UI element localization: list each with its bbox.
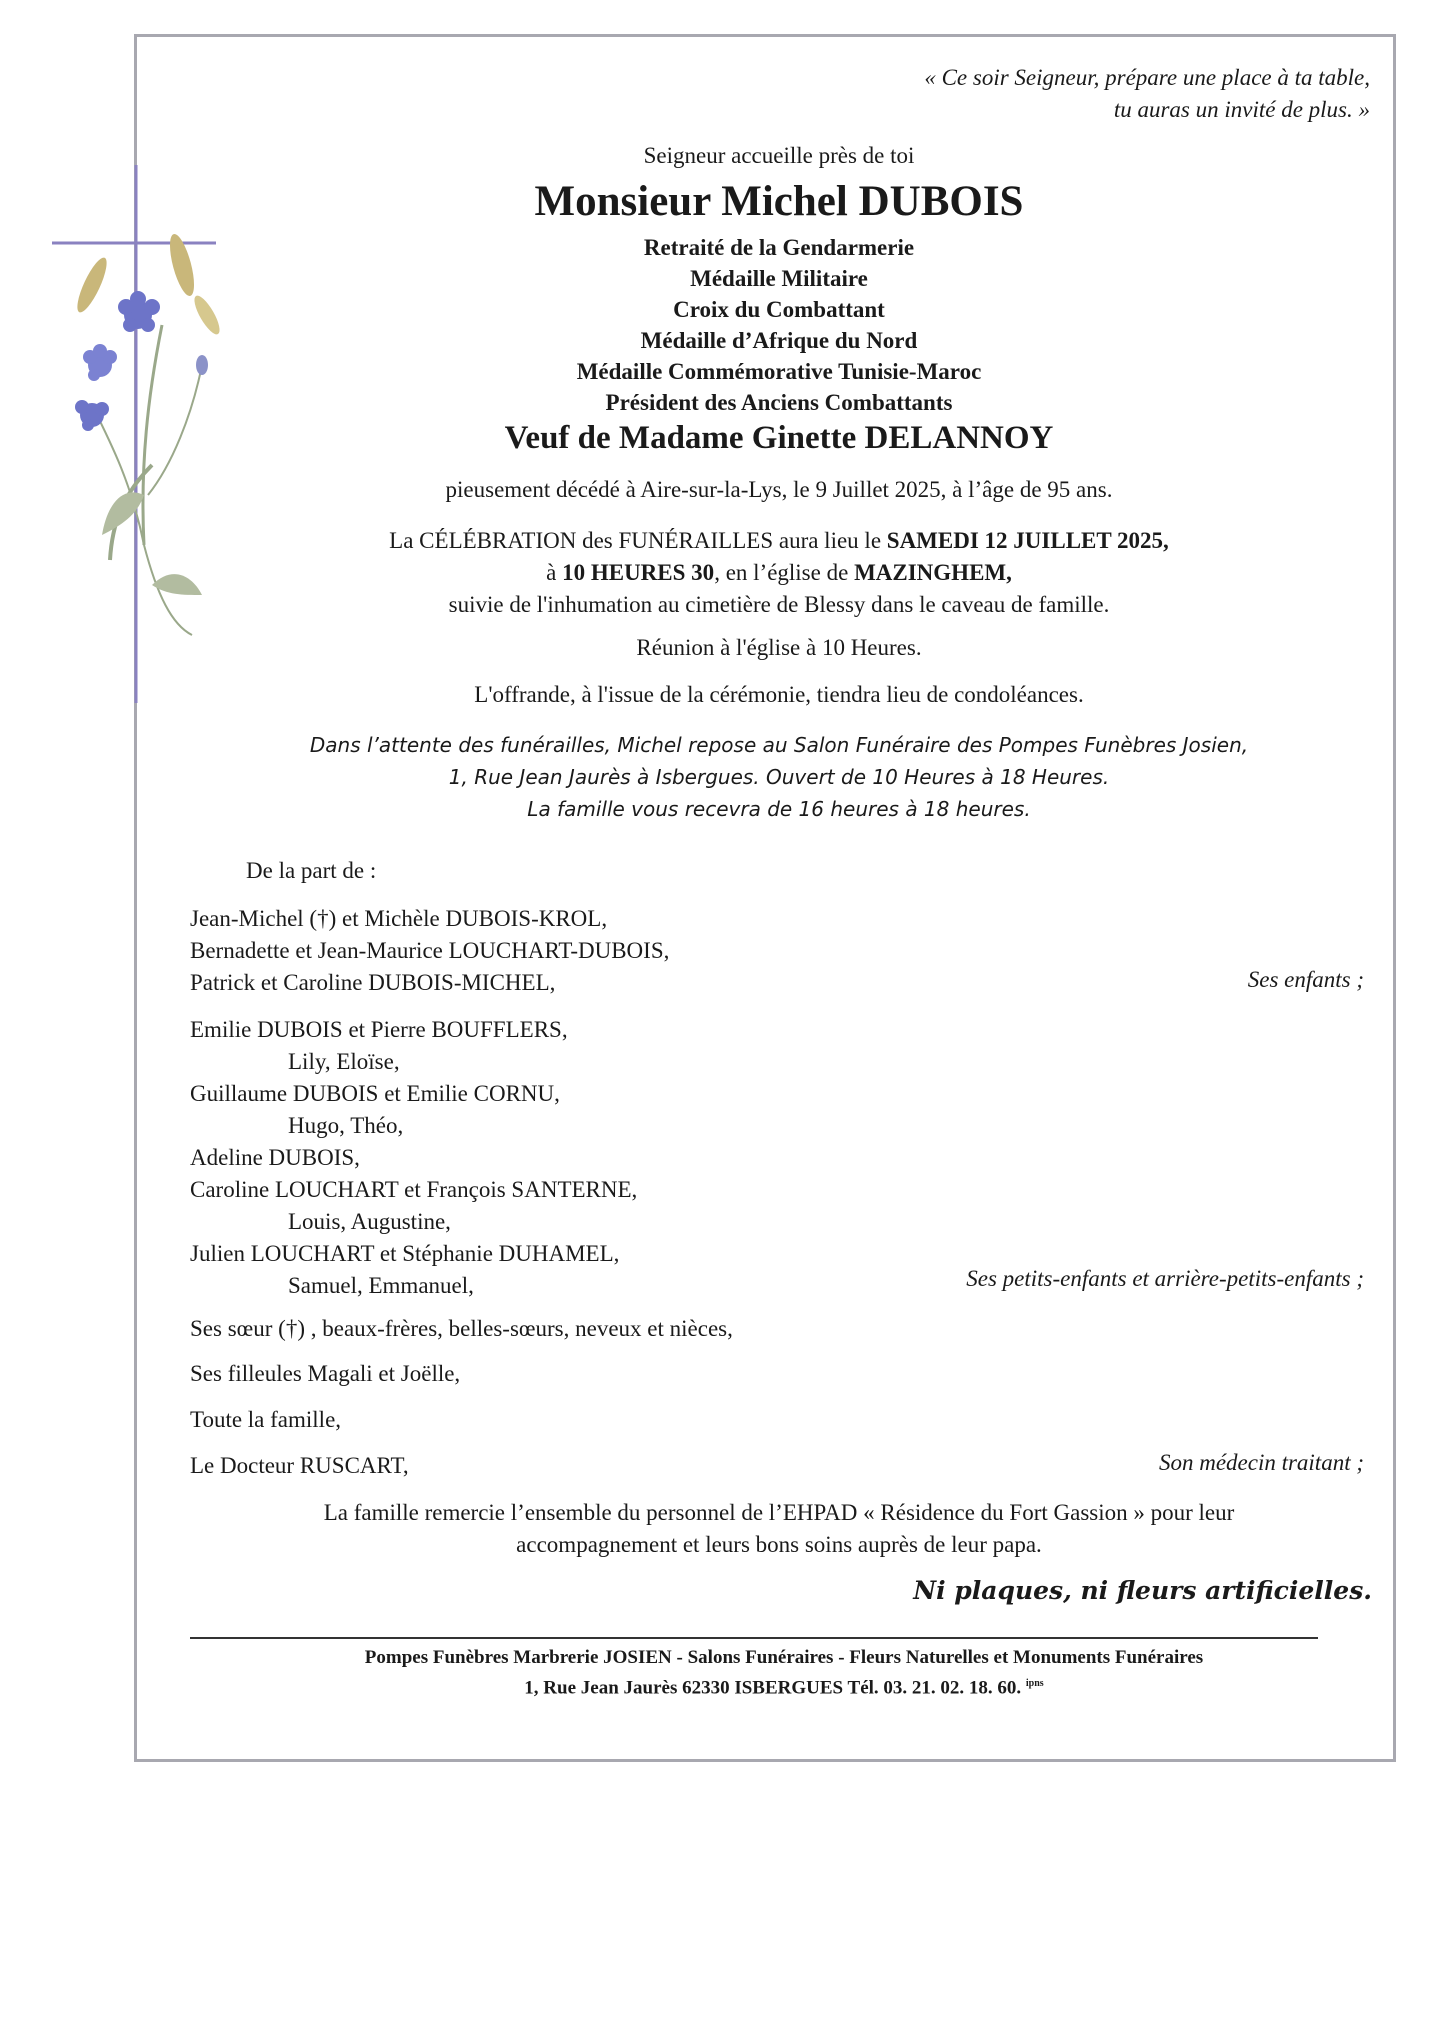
ceremony-time: 10 HEURES 30 <box>562 560 715 585</box>
goddaughters-line: Ses filleules Magali et Joëlle, <box>190 1361 461 1386</box>
widower-line: Veuf de Madame Ginette DELANNOY <box>504 420 1054 456</box>
family-member: Bernadette et Jean-Maurice LOUCHART-DUBOIS, <box>190 938 670 963</box>
ceremony-place: MAZINGHEM, <box>854 560 1012 585</box>
ceremony-text: à <box>546 560 563 585</box>
honor-item: Médaille Commémorative Tunisie-Maroc <box>576 359 982 384</box>
no-flowers-note: Ni plaques, ni fleurs artificielles. <box>913 1576 1372 1605</box>
children-list <box>190 903 669 999</box>
from-label: De la part de : <box>246 858 377 883</box>
viewing-info <box>160 729 1398 825</box>
family-member: Louis, Augustine, <box>288 1209 451 1234</box>
honor-item: Président des Anciens Combattants <box>605 390 953 415</box>
footer-line-2: 1, Rue Jean Jaurès 62330 ISBERGUES Tél. 03. 21. 02. 18. 60. <box>524 1677 1022 1699</box>
family-member: Hugo, Théo, <box>288 1113 404 1138</box>
grandchildren-list <box>190 1014 637 1302</box>
honor-item: Médaille Militaire <box>690 266 868 291</box>
family-member: Patrick et Caroline DUBOIS-MICHEL, <box>190 970 556 995</box>
viewing-line-3: La famille vous recevra de 16 heures à 18 heures. <box>527 797 1031 821</box>
family-member: Caroline LOUCHART et François SANTERNE, <box>190 1177 638 1202</box>
honor-item: Médaille d’Afrique du Nord <box>640 328 918 353</box>
grandchildren-role: Ses petits-enfants et arrière-petits-enfants ; <box>966 1266 1364 1291</box>
epigraph-line-1: « Ce soir Seigneur, prépare une place à ta table, <box>924 65 1370 90</box>
honors-list <box>160 232 1398 418</box>
honor-item: Croix du Combattant <box>673 297 885 322</box>
honor-item: Retraité de la Gendarmerie <box>643 235 915 260</box>
children-role: Ses enfants ; <box>1247 967 1364 992</box>
epigraph-line-2: tu auras un invité de plus. » <box>1113 97 1370 122</box>
death-notice: pieusement décédé à Aire-sur-la-Lys, le 9 Juillet 2025, à l’âge de 95 ans. <box>445 477 1113 502</box>
cornflower <box>75 400 109 431</box>
family-member: Adeline DUBOIS, <box>190 1145 360 1170</box>
family-member: Guillaume DUBOIS et Emilie CORNU, <box>190 1081 560 1106</box>
cornflower <box>118 291 160 332</box>
ceremony-date: SAMEDI 12 JUILLET 2025, <box>886 528 1169 553</box>
intro-line: Seigneur accueille près de toi <box>643 143 915 168</box>
siblings-line: Ses sœur (†) , beaux-frères, belles-sœurs, neveux et nièces, <box>190 1316 733 1341</box>
thanks-line-2: accompagnement et leurs bons soins auprès de leur papa. <box>516 1532 1042 1557</box>
ceremony-text: La CÉLÉBRATION des FUNÉRAILLES aura lieu le <box>389 528 887 553</box>
family-member: Julien LOUCHART et Stéphanie DUHAMEL, <box>190 1241 620 1266</box>
ceremony-text: , en l’église de <box>714 560 855 585</box>
footer-line-1: Pompes Funèbres Marbrerie JOSIEN - Salons Funéraires - Fleurs Naturelles et Monuments Funéraires <box>364 1647 1204 1668</box>
doctor-line: Le Docteur RUSCART, <box>190 1453 409 1478</box>
family-member: Samuel, Emmanuel, <box>288 1273 474 1298</box>
family-member: Emilie DUBOIS et Pierre BOUFFLERS, <box>190 1017 568 1042</box>
wheat-ear <box>72 254 112 315</box>
deceased-name: Monsieur Michel DUBOIS <box>534 178 1024 225</box>
burial-line: suivie de l'inhumation au cimetière de Blessy dans le caveau de famille. <box>448 592 1110 617</box>
all-family-line: Toute la famille, <box>190 1407 342 1432</box>
viewing-line-2: 1, Rue Jean Jaurès à Isbergues. Ouvert de 10 Heures à 18 Heures. <box>448 765 1110 789</box>
footer-divider <box>190 1637 1318 1639</box>
epigraph <box>700 62 1370 126</box>
thanks-line-1: La famille remercie l’ensemble du personnel de l’EHPAD « Résidence du Fort Gassion » pour leur <box>323 1500 1235 1525</box>
doctor-role: Son médecin traitant ; <box>1158 1450 1364 1475</box>
family-member: Jean-Michel (†) et Michèle DUBOIS-KROL, <box>190 906 608 931</box>
thanks-block <box>160 1497 1398 1561</box>
meeting-line: Réunion à l'église à 10 Heures. <box>636 635 922 660</box>
ipns-mark: ipns <box>1025 1678 1044 1689</box>
family-member: Lily, Eloïse, <box>288 1049 400 1074</box>
ceremony-block <box>160 525 1398 621</box>
funeral-home-footer <box>160 1645 1408 1701</box>
offering-line: L'offrande, à l'issue de la cérémonie, tiendra lieu de condoléances. <box>474 682 1084 707</box>
viewing-line-1: Dans l’attente des funérailles, Michel repose au Salon Funéraire des Pompes Funèbres Josien, <box>309 733 1249 757</box>
cornflower <box>83 344 117 381</box>
